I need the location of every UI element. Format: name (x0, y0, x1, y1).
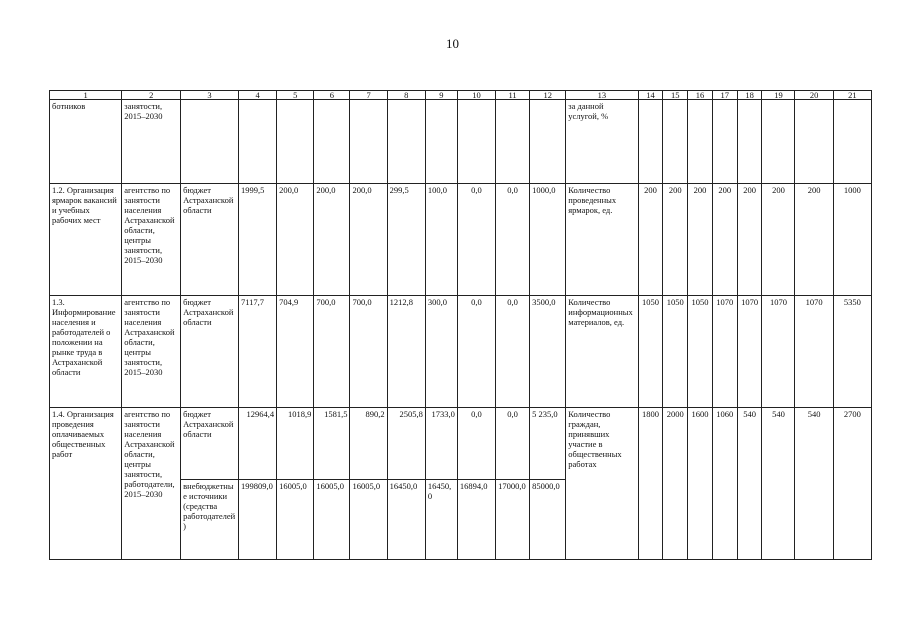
value-cell: 1212,8 (387, 296, 425, 408)
value-cell (350, 100, 387, 184)
indicator-value-cell: 200 (737, 184, 762, 296)
value-cell: 16450,0 (387, 480, 425, 560)
executor-cell: занятости, 2015–2030 (122, 100, 181, 184)
activity-cell: 1.4. Организация проведения оплачиваемых общественных работ (50, 408, 122, 560)
funding-source-cell: бюджет Астраханской области (181, 408, 239, 480)
indicator-value-cell: 200 (688, 184, 713, 296)
indicator-value-cell: 1050 (663, 296, 688, 408)
column-header: 19 (762, 91, 795, 100)
value-cell: 2505,8 (387, 408, 425, 480)
value-cell: 16450,0 (425, 480, 457, 560)
column-header: 15 (663, 91, 688, 100)
indicator-value-cell: 200 (638, 184, 663, 296)
value-cell (457, 100, 495, 184)
column-header: 9 (425, 91, 457, 100)
value-cell: 0,0 (496, 408, 530, 480)
indicator-cell: Количество информационных материалов, ед. (566, 296, 638, 408)
indicator-value-cell: 1800 (638, 408, 663, 560)
indicator-value-cell: 540 (737, 408, 762, 560)
value-cell: 0,0 (457, 408, 495, 480)
indicator-value-cell (737, 100, 762, 184)
indicator-value-cell: 1070 (795, 296, 833, 408)
value-cell: 0,0 (457, 296, 495, 408)
value-cell: 700,0 (314, 296, 350, 408)
value-cell: 200,0 (314, 184, 350, 296)
value-cell: 0,0 (496, 184, 530, 296)
value-cell: 0,0 (496, 296, 530, 408)
value-cell: 17000,0 (496, 480, 530, 560)
indicator-value-cell: 1070 (762, 296, 795, 408)
indicator-value-cell: 1070 (737, 296, 762, 408)
table-row (50, 296, 872, 408)
column-header: 8 (387, 91, 425, 100)
value-cell: 100,0 (425, 184, 457, 296)
indicator-value-cell: 5350 (833, 296, 871, 408)
funding-source-cell: бюджет Астраханской области (181, 184, 239, 296)
column-header: 6 (314, 91, 350, 100)
indicator-value-cell (638, 100, 663, 184)
column-header: 11 (496, 91, 530, 100)
funding-source-cell: внебюджетные источники (средства работодателей) (181, 480, 239, 560)
value-cell: 299,5 (387, 184, 425, 296)
activity-cell: 1.2. Организация ярмарок вакансий и учебных рабочих мест (50, 184, 122, 296)
table-row (50, 184, 872, 296)
value-cell (314, 100, 350, 184)
indicator-value-cell: 1000 (833, 184, 871, 296)
column-header: 2 (122, 91, 181, 100)
column-header: 12 (530, 91, 566, 100)
column-header: 20 (795, 91, 833, 100)
indicator-value-cell (762, 100, 795, 184)
value-cell (530, 100, 566, 184)
column-header: 10 (457, 91, 495, 100)
column-header: 1 (50, 91, 122, 100)
column-header: 21 (833, 91, 871, 100)
indicator-cell: за данной услугой, % (566, 100, 638, 184)
indicator-value-cell: 540 (762, 408, 795, 560)
indicator-value-cell: 200 (762, 184, 795, 296)
indicator-value-cell (833, 100, 871, 184)
indicator-value-cell (795, 100, 833, 184)
column-header: 7 (350, 91, 387, 100)
value-cell: 199809,0 (238, 480, 276, 560)
indicator-value-cell: 1050 (688, 296, 713, 408)
indicator-value-cell: 200 (795, 184, 833, 296)
value-cell: 16005,0 (277, 480, 314, 560)
value-cell (387, 100, 425, 184)
column-header: 3 (181, 91, 239, 100)
value-cell: 700,0 (350, 296, 387, 408)
activity-cell: ботников (50, 100, 122, 184)
value-cell: 7117,7 (238, 296, 276, 408)
funding-source-cell (181, 100, 239, 184)
column-header: 5 (277, 91, 314, 100)
value-cell: 0,0 (457, 184, 495, 296)
indicator-value-cell (663, 100, 688, 184)
value-cell: 16005,0 (350, 480, 387, 560)
value-cell: 1018,9 (277, 408, 314, 480)
indicator-value-cell: 1600 (688, 408, 713, 560)
value-cell: 1999,5 (238, 184, 276, 296)
indicator-cell: Количество граждан, принявших участие в общественных работах (566, 408, 638, 560)
value-cell: 200,0 (277, 184, 314, 296)
executor-cell: агентство по занятости населения Астраханской области, центры занятости, 2015–2030 (122, 296, 181, 408)
value-cell: 5 235,0 (530, 408, 566, 480)
column-header: 16 (688, 91, 713, 100)
table-row (50, 100, 872, 184)
column-header: 14 (638, 91, 663, 100)
value-cell: 16894,0 (457, 480, 495, 560)
indicator-value-cell (712, 100, 737, 184)
value-cell: 300,0 (425, 296, 457, 408)
indicator-value-cell: 2000 (663, 408, 688, 560)
indicator-value-cell: 540 (795, 408, 833, 560)
column-header: 13 (566, 91, 638, 100)
indicator-value-cell: 200 (712, 184, 737, 296)
indicator-value-cell: 2700 (833, 408, 871, 560)
indicator-value-cell: 1050 (638, 296, 663, 408)
value-cell: 3500,0 (530, 296, 566, 408)
page-number: 10 (446, 36, 459, 51)
executor-cell: агентство по занятости населения Астраханской области, центры занятости, 2015–2030 (122, 184, 181, 296)
indicator-value-cell: 1060 (712, 408, 737, 560)
indicator-value-cell (688, 100, 713, 184)
indicator-value-cell: 1070 (712, 296, 737, 408)
value-cell (277, 100, 314, 184)
value-cell (238, 100, 276, 184)
value-cell: 704,9 (277, 296, 314, 408)
funding-source-cell: бюджет Астраханской области (181, 296, 239, 408)
value-cell: 16005,0 (314, 480, 350, 560)
indicator-value-cell: 200 (663, 184, 688, 296)
activity-cell: 1.3. Информирование населения и работодателей о положении на рынке труда в Астраханской области (50, 296, 122, 408)
value-cell: 1000,0 (530, 184, 566, 296)
column-header-row (50, 91, 872, 100)
table-row (50, 408, 872, 480)
value-cell: 200,0 (350, 184, 387, 296)
column-header: 18 (737, 91, 762, 100)
value-cell: 85000,0 (530, 480, 566, 560)
column-header: 4 (238, 91, 276, 100)
value-cell: 1581,5 (314, 408, 350, 480)
value-cell (496, 100, 530, 184)
program-table (49, 90, 872, 560)
value-cell (425, 100, 457, 184)
column-header: 17 (712, 91, 737, 100)
value-cell: 890,2 (350, 408, 387, 480)
indicator-cell: Количество проведенных ярмарок, ед. (566, 184, 638, 296)
value-cell: 12964,4 (238, 408, 276, 480)
executor-cell: агентство по занятости населения Астраханской области, центры занятости, работодатели, 2015–2030 (122, 408, 181, 560)
value-cell: 1733,0 (425, 408, 457, 480)
